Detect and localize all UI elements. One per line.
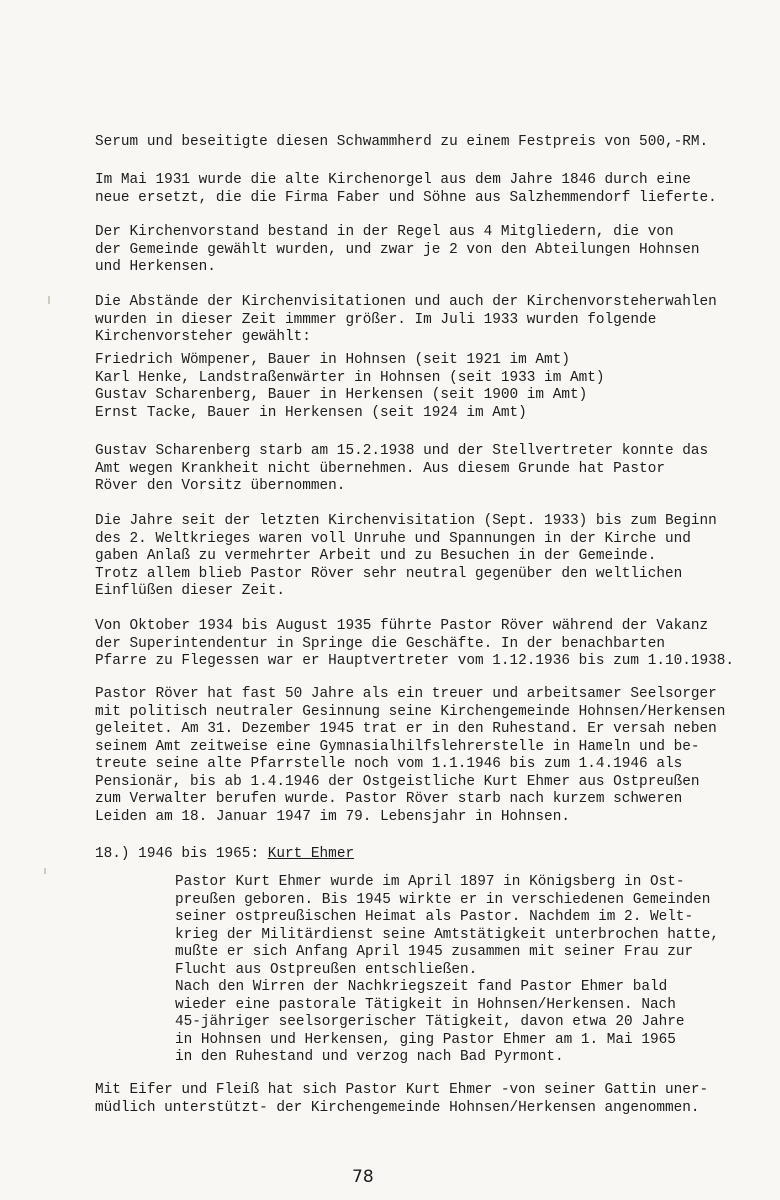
text-line: seinem Amt zeitweise eine Gymnasialhilfslehrerstelle in Hameln und be-	[95, 738, 700, 755]
text-line: zum Verwalter berufen wurde. Pastor Röver starb nach kurzem schweren	[95, 791, 683, 807]
text-line: Der Kirchenvorstand bestand in der Regel aus 4 Mitgliedern, die von	[95, 224, 674, 240]
text-line: krieg der Militärdienst seine Amtstätigkeit unterbrochen hatte,	[175, 926, 720, 943]
section-heading	[95, 846, 354, 864]
text-line: neue ersetzt, die die Firma Faber und Söhne aus Salzhemmendorf lieferte.	[95, 189, 717, 206]
scan-speck	[48, 296, 50, 304]
text-line: Trotz allem blieb Pastor Röver sehr neutral gegenüber den weltlichen	[95, 565, 683, 582]
paragraph-5-member-list	[95, 352, 745, 422]
text-line: müdlich unterstützt- der Kirchengemeinde Hohnsen/Herkensen angenommen.	[95, 1099, 700, 1116]
text-line: und Herkensen.	[95, 259, 216, 275]
text-line: preußen geboren. Bis 1945 wirkte er in verschiedenen Gemeinden	[175, 891, 711, 908]
text-line: der Superintendentur in Springe die Geschäfte. In der benachbarten	[95, 635, 665, 652]
paragraph-2	[95, 172, 745, 207]
text-line: Pensionär, bis ab 1.4.1946 der Ostgeistliche Kurt Ehmer aus Ostpreußen	[95, 773, 700, 790]
text-line: mußte er sich Anfang April 1945 zusammen mit seiner Frau zur	[175, 944, 694, 960]
text-line: Die Abstände der Kirchenvisitationen und auch der Kirchenvorsteherwahlen	[95, 294, 717, 310]
text-line: Gustav Scharenberg, Bauer in Herkensen (seit 1900 im Amt)	[95, 387, 588, 403]
text-line: Pfarre zu Flegessen war er Hauptvertreter vom 1.12.1936 bis zum 1.10.1938.	[95, 653, 735, 669]
text-line: Serum und beseitigte diesen Schwammherd zu einem Festpreis von 500,-RM.	[95, 134, 709, 150]
paragraph-7	[95, 513, 745, 601]
paragraph-6	[95, 443, 745, 496]
text-line: Amt wegen Krankheit nicht übernehmen. Aus diesem Grunde hat Pastor	[95, 460, 665, 477]
text-line: in Hohnsen und Herkensen, ging Pastor Ehmer am 1. Mai 1965	[175, 1031, 676, 1048]
paragraph-9	[95, 686, 755, 826]
page-number: 78	[352, 1167, 374, 1187]
text-line: gaben Anlaß zu vermehrter Arbeit und zu Besuchen in der Gemeinde.	[95, 548, 657, 564]
text-line: Einflüßen dieser Zeit.	[95, 583, 285, 599]
text-line: Friedrich Wömpener, Bauer in Hohnsen (seit 1921 im Amt)	[95, 352, 570, 368]
text-line: Die Jahre seit der letzten Kirchenvisitation (Sept. 1933) bis zum Beginn	[95, 513, 717, 529]
text-line: Kirchenvorsteher gewählt:	[95, 329, 311, 345]
text-line: seiner ostpreußischen Heimat als Pastor. Nachdem im 2. Welt-	[175, 909, 694, 925]
text-line: mit politisch neutraler Gesinnung seine Kirchengemeinde Hohnsen/Herkensen	[95, 703, 726, 720]
text-line: wieder eine pastorale Tätigkeit in Hohnsen/Herkensen. Nach	[175, 996, 676, 1013]
text-line: der Gemeinde gewählt wurden, und zwar je 2 von den Abteilungen Hohnsen	[95, 241, 700, 258]
indented-biography	[175, 874, 745, 1067]
paragraph-1	[95, 134, 745, 152]
paragraph-8	[95, 618, 755, 671]
paragraph-3	[95, 224, 745, 277]
text-line: Pastor Kurt Ehmer wurde im April 1897 in Königsberg in Ost-	[175, 874, 685, 890]
paragraph-4	[95, 294, 745, 347]
section-number: 18.) 1946 bis 1965:	[95, 846, 260, 862]
text-line: Röver den Vorsitz übernommen.	[95, 478, 346, 494]
text-line: wurden in dieser Zeit immmer größer. Im Juli 1933 wurden folgende	[95, 311, 657, 328]
section-name: Kurt Ehmer	[267, 846, 355, 862]
text-line: 45-jähriger seelsorgerischer Tätigkeit, davon etwa 20 Jahre	[175, 1014, 685, 1030]
text-line: Flucht aus Ostpreußen entschließen.	[175, 961, 478, 978]
text-line: Nach den Wirren der Nachkriegszeit fand Pastor Ehmer bald	[175, 979, 668, 995]
scan-speck	[44, 868, 46, 874]
text-line: Ernst Tacke, Bauer in Herkensen (seit 1924 im Amt)	[95, 404, 527, 421]
text-line: in den Ruhestand und verzog nach Bad Pyrmont.	[175, 1049, 564, 1065]
text-line: Von Oktober 1934 bis August 1935 führte Pastor Röver während der Vakanz	[95, 618, 709, 634]
text-line: Im Mai 1931 wurde die alte Kirchenorgel aus dem Jahre 1846 durch eine	[95, 172, 691, 188]
text-line: Leiden am 18. Januar 1947 im 79. Lebensjahr in Hohnsen.	[95, 808, 570, 825]
text-line: Mit Eifer und Fleiß hat sich Pastor Kurt Ehmer -von seiner Gattin uner-	[95, 1082, 709, 1098]
closing-paragraph	[95, 1082, 755, 1117]
text-line: treute seine alte Pfarrstelle noch vom 1.1.1946 bis zum 1.4.1946 als	[95, 756, 683, 772]
text-line: Karl Henke, Landstraßenwärter in Hohnsen (seit 1933 im Amt)	[95, 369, 605, 386]
text-line: geleitet. Am 31. Dezember 1945 trat er in den Ruhestand. Er versah neben	[95, 721, 717, 737]
text-line: Gustav Scharenberg starb am 15.2.1938 und der Stellvertreter konnte das	[95, 443, 709, 459]
text-line: Pastor Röver hat fast 50 Jahre als ein treuer und arbeitsamer Seelsorger	[95, 686, 717, 702]
text-line: des 2. Weltkrieges waren voll Unruhe und Spannungen in der Kirche und	[95, 530, 691, 547]
